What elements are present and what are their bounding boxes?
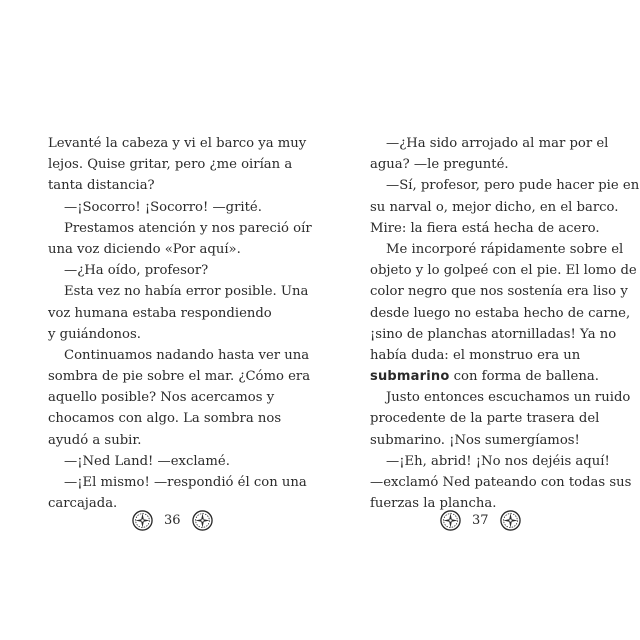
text-line: Prestamos atención y nos pareció oír bbox=[64, 220, 312, 236]
text-line: su narval o, mejor dicho, en el barco. bbox=[370, 199, 619, 215]
text-line: submarino. ¡Nos sumergíamos! bbox=[370, 432, 580, 448]
text-line: chocamos con algo. La sombra nos bbox=[48, 411, 282, 427]
text-line: aquello posible? Nos acercamos y bbox=[48, 390, 275, 406]
page-number: 37 bbox=[472, 512, 489, 528]
left-page-text bbox=[48, 133, 310, 514]
text-line: desde luego no estaba hecho de carne, bbox=[370, 305, 631, 321]
text-line: —Sí, profesor, pero pude hacer pie en bbox=[386, 178, 640, 194]
highlight-word: submarino bbox=[370, 369, 450, 385]
text-line: agua? —le pregunté. bbox=[370, 157, 509, 173]
text-line: Levanté la cabeza y vi el barco ya muy bbox=[48, 136, 307, 151]
text-line: Me incorporé rápidamente sobre el bbox=[386, 241, 624, 257]
compass-emblem-icon bbox=[132, 510, 153, 531]
text-line: procedente de la parte trasera del bbox=[370, 411, 600, 427]
compass-emblem-icon bbox=[192, 510, 213, 531]
text-line: carcajada. bbox=[48, 496, 118, 512]
text-line: Mire: la fiera está hecha de acero. bbox=[370, 220, 600, 236]
text-line: ¡sino de planchas atornilladas! Ya no bbox=[370, 326, 617, 342]
text-line: —exclamó Ned pateando con todas sus bbox=[370, 475, 632, 490]
right-page-text bbox=[370, 133, 640, 514]
text-line: color negro que nos sostenía era liso y bbox=[370, 284, 628, 300]
text-line: Continuamos nadando hasta ver una bbox=[64, 347, 310, 363]
compass-emblem-icon bbox=[500, 510, 521, 531]
highlight-line-rest: con forma de ballena. bbox=[449, 369, 599, 385]
text-line bbox=[370, 366, 632, 387]
text-line: lejos. Quise gritar, pero ¿me oirían a bbox=[48, 157, 293, 173]
text-line: una voz diciendo «Por aquí». bbox=[48, 241, 241, 257]
text-line: —¿Ha oído, profesor? bbox=[64, 263, 209, 279]
text-line: fuerzas la plancha. bbox=[370, 496, 497, 512]
text-line: Esta vez no había error posible. Una bbox=[64, 284, 309, 300]
compass-emblem-icon bbox=[440, 510, 461, 531]
text-line: —¡Ned Land! —exclamé. bbox=[64, 453, 230, 469]
text-line: —¡Socorro! ¡Socorro! —grité. bbox=[64, 199, 262, 215]
text-line: voz humana estaba respondiendo bbox=[48, 305, 272, 321]
text-line: ayudó a subir. bbox=[48, 432, 142, 448]
text-line: sombra de pie sobre el mar. ¿Cómo era bbox=[48, 369, 311, 385]
text-line: —¡El mismo! —respondió él con una bbox=[64, 475, 307, 490]
right-folio bbox=[440, 509, 521, 531]
text-line: —¡Eh, abrid! ¡No nos dejéis aquí! bbox=[386, 453, 610, 469]
right-page bbox=[320, 0, 640, 640]
page-number: 36 bbox=[164, 512, 181, 528]
text-line: tanta distancia? bbox=[48, 178, 155, 194]
text-line: había duda: el monstruo era un bbox=[370, 347, 581, 363]
text-line: Justo entonces escuchamos un ruido bbox=[386, 390, 631, 406]
text-line: objeto y lo golpeé con el pie. El lomo de bbox=[370, 263, 637, 279]
text-line: —¿Ha sido arrojado al mar por el bbox=[386, 136, 609, 151]
left-folio bbox=[132, 509, 213, 531]
text-line: y guiándonos. bbox=[48, 326, 141, 342]
